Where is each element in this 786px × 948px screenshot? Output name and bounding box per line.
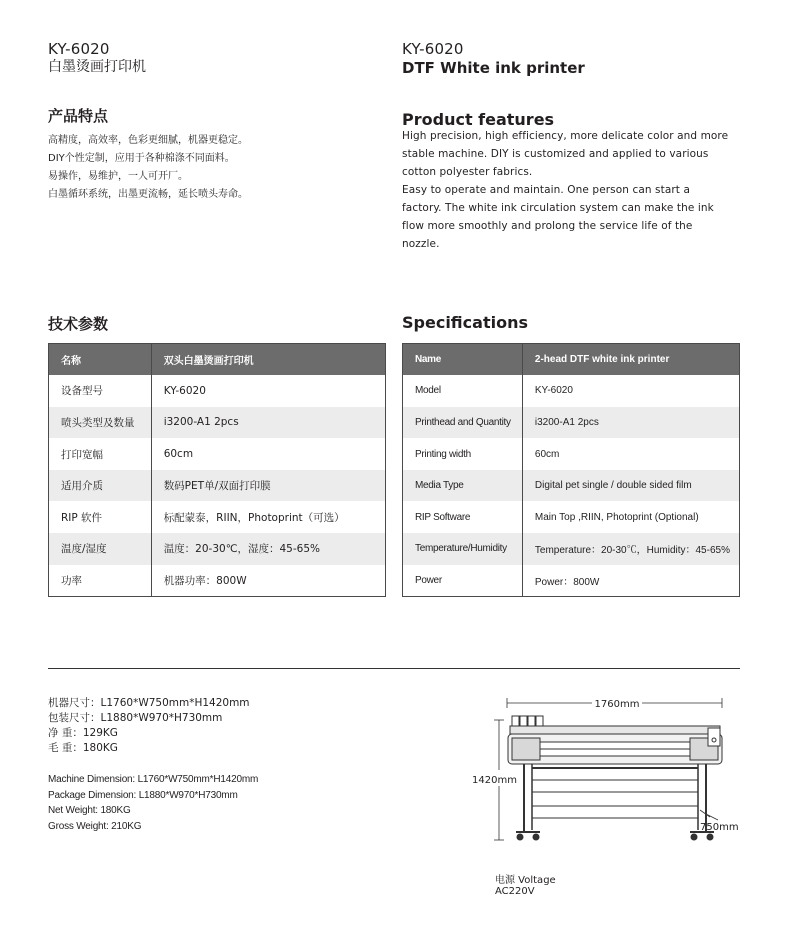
table-row — [403, 407, 740, 439]
table-cell-label: 设备型号 — [61, 385, 103, 398]
printer-diagram — [460, 690, 750, 860]
feature-line: 白墨循环系统，出墨更流畅，延长喷头寿命。 — [48, 189, 248, 200]
table-cell-label: 功率 — [61, 574, 82, 587]
table-header-row — [403, 344, 740, 376]
table-cell-value: i3200-A1 2pcs — [151, 407, 385, 439]
table-header-cell: 双头白墨烫画打印机 — [151, 344, 385, 376]
table-cell-value: i3200-A1 2pcs — [522, 407, 739, 439]
table-row — [49, 501, 386, 533]
table-cell-value: 温度：20-30℃，湿度：45-65% — [151, 533, 385, 565]
table-cell-label: RIP Software — [415, 511, 471, 523]
voltage-value: AC220V — [495, 886, 535, 897]
table-row — [49, 470, 386, 502]
spec-table-cn — [48, 343, 386, 597]
table-cell-value: 标配蒙泰，RIIN，Photoprint（可选） — [151, 501, 385, 533]
table-header-row — [49, 344, 386, 376]
dimension-line: 净 重：129KG — [48, 727, 118, 739]
section-divider — [48, 668, 740, 669]
features-list-cn — [48, 132, 248, 204]
features-heading-cn: 产品特点 — [48, 107, 109, 125]
table-row — [49, 533, 386, 565]
features-list-en — [402, 127, 732, 253]
feature-line: Easy to operate and maintain. One person can start a — [402, 184, 690, 196]
dimension-line: Net Weight: 180KG — [48, 805, 131, 816]
table-cell-label: 温度/湿度 — [49, 533, 152, 565]
table-header-cell: 2-head DTF white ink printer — [522, 344, 739, 376]
width-label: 1760mm — [594, 699, 640, 710]
dimension-line: 机器尺寸：L1760*W750mm*H1420mm — [48, 697, 250, 709]
table-row — [403, 375, 740, 407]
model-cn: KY-6020 — [48, 40, 110, 58]
feature-line: nozzle. — [402, 238, 440, 250]
voltage-label: 电源 Voltage — [495, 875, 556, 886]
table-cell-label: 适用介质 — [49, 470, 152, 502]
height-label: 1420mm — [472, 775, 517, 786]
depth-label: 750mm — [700, 822, 739, 833]
dimensions-en — [48, 772, 258, 834]
dimension-line: 毛 重：180KG — [48, 742, 118, 754]
table-row — [49, 565, 386, 597]
feature-line: stable machine. DIY is customized and applied to various — [402, 148, 709, 160]
table-cell-value: Main Top ,RIIN, Photoprint (Optional) — [522, 501, 739, 533]
table-row — [403, 501, 740, 533]
table-cell-label: Printhead and Quantity — [403, 407, 523, 439]
table-cell-label: Power — [415, 574, 442, 586]
table-cell-value: KY-6020 — [151, 375, 385, 407]
dimension-line: Package Dimension: L1880*W970*H730mm — [48, 789, 238, 801]
table-cell-value: Power：800W — [522, 565, 739, 597]
feature-line: cotton polyester fabrics. — [402, 166, 533, 178]
table-header-cell: Name — [403, 344, 523, 376]
voltage-info — [495, 875, 556, 897]
table-cell-value: 60cm — [522, 438, 739, 470]
feature-line: DIY个性定制，应用于各种棉涤不同面料。 — [48, 153, 235, 164]
dimension-line: Gross Weight: 210KG — [48, 820, 142, 832]
feature-line: factory. The white ink circulation system can make the ink — [402, 202, 714, 214]
table-header-cell: 名称 — [49, 344, 152, 376]
table-cell-label: 打印宽幅 — [61, 448, 103, 461]
table-row — [49, 375, 386, 407]
table-cell-value: 60cm — [151, 438, 385, 470]
model-en: KY-6020 — [402, 40, 464, 58]
table-cell-value: 数码PET单/双面打印膜 — [151, 470, 385, 502]
specs-heading-cn: 技术参数 — [48, 315, 109, 333]
dimension-line: 包装尺寸：L1880*W970*H730mm — [48, 712, 223, 724]
feature-line: 高精度，高效率，色彩更细腻，机器更稳定。 — [48, 135, 248, 146]
specs-heading-en: Specifications — [402, 313, 528, 332]
table-row — [49, 407, 386, 439]
features-heading-en: Product features — [402, 110, 555, 129]
printer-body — [508, 716, 722, 840]
table-row — [49, 438, 386, 470]
table-cell-label: Model — [415, 385, 441, 397]
depth-dimension — [700, 810, 718, 820]
table-cell-label: RIP 软件 — [61, 511, 103, 524]
table-cell-value: Temperature：20-30℃，Humidity：45-65% — [522, 533, 739, 565]
subtitle-cn: 白墨烫画打印机 — [48, 59, 146, 75]
dimensions-cn — [48, 696, 250, 756]
feature-line: 易操作，易维护，一人可开厂。 — [48, 171, 188, 182]
table-row — [403, 438, 740, 470]
dimension-line: Machine Dimension: L1760*W750mm*H1420mm — [48, 774, 259, 785]
feature-line: High precision, high efficiency, more delicate color and more — [402, 130, 729, 142]
table-cell-label: Media Type — [403, 470, 523, 502]
table-cell-label: Temperature/Humidity — [403, 533, 523, 565]
table-row — [403, 533, 740, 565]
table-cell-label: 喷头类型及数量 — [49, 407, 152, 439]
table-cell-label: Printing width — [415, 448, 471, 460]
feature-line: flow more smoothly and prolong the service life of the — [402, 220, 693, 232]
table-cell-value: KY-6020 — [522, 375, 739, 407]
table-row — [403, 565, 740, 597]
table-cell-value: 机器功率：800W — [151, 565, 385, 597]
table-row — [403, 470, 740, 502]
subtitle-en: DTF White ink printer — [402, 59, 585, 77]
table-cell-value: Digital pet single / double sided film — [522, 470, 739, 502]
spec-table-en — [402, 343, 740, 597]
